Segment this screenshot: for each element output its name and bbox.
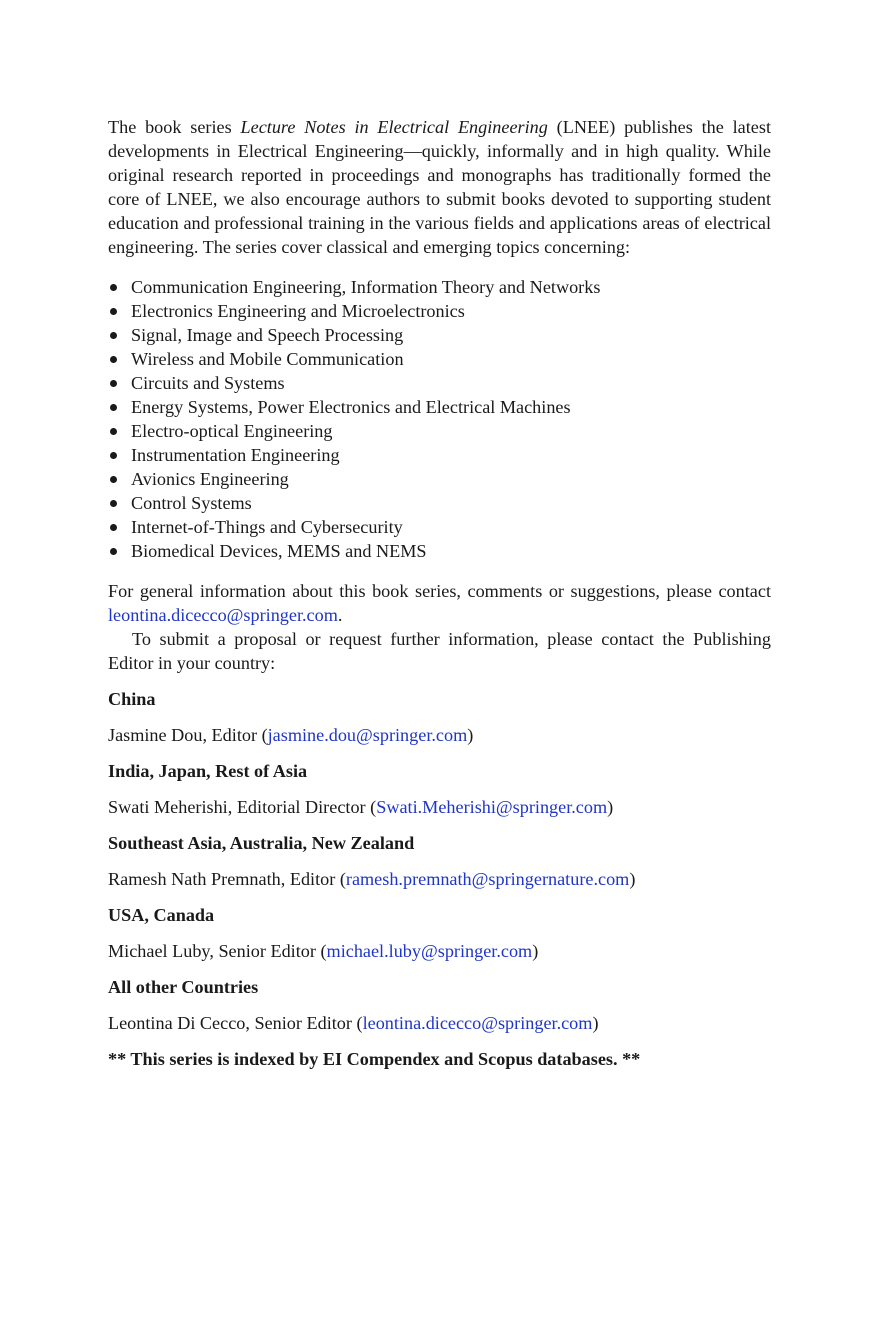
bullet-icon	[110, 476, 117, 483]
bullet-icon	[110, 500, 117, 507]
topic-label: Signal, Image and Speech Processing	[131, 325, 404, 345]
topic-label: Electronics Engineering and Microelectronics	[131, 301, 465, 321]
topic-label: Energy Systems, Power Electronics and Electrical Machines	[131, 397, 571, 417]
intro-paragraph	[108, 115, 771, 259]
topic-label: Avionics Engineering	[131, 469, 289, 489]
topic-label: Electro-optical Engineering	[131, 421, 333, 441]
close-paren: )	[592, 1013, 599, 1033]
editor-email-link[interactable]: ramesh.premnath@springernature.com	[345, 869, 630, 889]
topic-label: Circuits and Systems	[131, 373, 285, 393]
topics-list	[108, 275, 771, 563]
region-heading: India, Japan, Rest of Asia	[108, 761, 308, 781]
region-india-japan-asia	[108, 759, 771, 819]
list-item	[108, 299, 771, 323]
general-contact-email-link[interactable]: leontina.dicecco@springer.com	[108, 605, 338, 625]
bullet-icon	[110, 284, 117, 291]
editor-email-link[interactable]: jasmine.dou@springer.com	[267, 725, 468, 745]
list-item	[108, 443, 771, 467]
editor-contact-line	[108, 795, 771, 819]
close-paren: )	[629, 869, 636, 889]
bullet-icon	[110, 404, 117, 411]
editor-contact-line	[108, 1011, 771, 1035]
region-southeast-asia-australia-nz	[108, 831, 771, 891]
general-info-text: For general information about this book series, comments or suggestions, please contact	[108, 581, 771, 601]
list-item	[108, 347, 771, 371]
editor-email-link[interactable]: leontina.dicecco@springer.com	[362, 1013, 593, 1033]
topic-label: Internet-of-Things and Cybersecurity	[131, 517, 403, 537]
close-paren: )	[467, 725, 474, 745]
editor-name: Michael Luby, Senior Editor (	[108, 941, 327, 961]
intro-text-rest: (LNEE) publishes the latest developments in Electrical Engineering—quickly, informally and in high quality. While original research reported in proceedings and monographs has traditionally formed the core of LNEE, we also encourage authors to submit books devoted to supporting student education and professional training in the various fields and applications areas of electrical engineering. The series cover classical and emerging topics concerning:	[108, 117, 772, 257]
bullet-icon	[110, 452, 117, 459]
editor-name: Leontina Di Cecco, Senior Editor (	[108, 1013, 363, 1033]
list-item	[108, 515, 771, 539]
list-item	[108, 323, 771, 347]
editor-contact-line	[108, 723, 771, 747]
list-item	[108, 371, 771, 395]
topic-label: Communication Engineering, Information Theory and Networks	[131, 277, 601, 297]
editor-name: Swati Meherishi, Editorial Director (	[108, 797, 377, 817]
bullet-icon	[110, 380, 117, 387]
general-info-paragraph	[108, 579, 771, 627]
bullet-icon	[110, 332, 117, 339]
list-item	[108, 467, 771, 491]
editor-email-link[interactable]: michael.luby@springer.com	[326, 941, 533, 961]
topic-label: Biomedical Devices, MEMS and NEMS	[131, 541, 427, 561]
bullet-icon	[110, 548, 117, 555]
editor-name: Ramesh Nath Premnath, Editor (	[108, 869, 346, 889]
document-page	[108, 115, 771, 1071]
list-item	[108, 539, 771, 563]
submit-info-paragraph: To submit a proposal or request further information, please contact the Publishing Editor in your country:	[108, 629, 771, 673]
list-item	[108, 395, 771, 419]
region-heading: USA, Canada	[108, 905, 215, 925]
general-info-end: .	[337, 605, 343, 625]
region-other-countries	[108, 975, 771, 1035]
indexing-note: ** This series is indexed by EI Compendex and Scopus databases. **	[108, 1049, 641, 1069]
bullet-icon	[110, 428, 117, 435]
editor-contact-line	[108, 939, 771, 963]
series-title: Lecture Notes in Electrical Engineering	[240, 117, 548, 137]
close-paren: )	[532, 941, 539, 961]
intro-text-start: The book series	[108, 117, 241, 137]
bullet-icon	[110, 308, 117, 315]
bullet-icon	[110, 524, 117, 531]
list-item	[108, 491, 771, 515]
list-item	[108, 419, 771, 443]
editor-name: Jasmine Dou, Editor (	[108, 725, 268, 745]
list-item	[108, 275, 771, 299]
topic-label: Wireless and Mobile Communication	[131, 349, 404, 369]
region-heading: All other Countries	[108, 977, 259, 997]
region-heading: Southeast Asia, Australia, New Zealand	[108, 833, 415, 853]
topic-label: Instrumentation Engineering	[131, 445, 340, 465]
region-china	[108, 687, 771, 747]
region-heading: China	[108, 689, 156, 709]
editor-email-link[interactable]: Swati.Meherishi@springer.com	[376, 797, 608, 817]
bullet-icon	[110, 356, 117, 363]
region-usa-canada	[108, 903, 771, 963]
topic-label: Control Systems	[131, 493, 252, 513]
close-paren: )	[607, 797, 614, 817]
editor-contact-line	[108, 867, 771, 891]
